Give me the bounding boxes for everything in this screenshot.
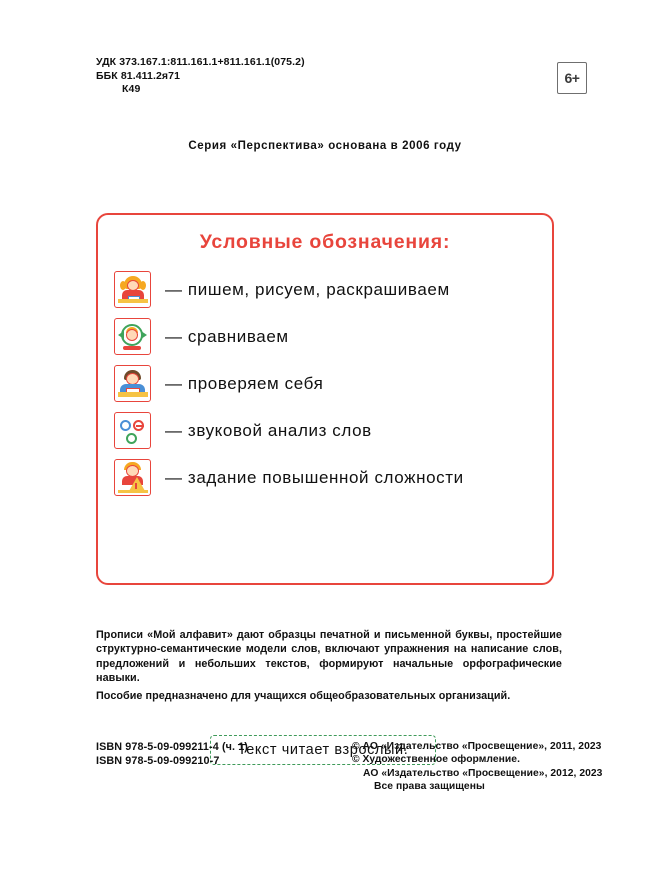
classification-codes [96,56,305,97]
compare-arrows-icon [114,318,151,355]
copyright-line-4: Все права защищены [374,781,485,793]
annotation-text [96,628,562,703]
isbn-part-2: ISBN 978-5-09-099210-7 [96,755,220,767]
legend-item-label: — задание повышенной сложности [165,467,464,487]
age-rating-badge: 6+ [557,62,587,94]
legend-item [114,407,552,454]
copyright-line-3: АО «Издательство «Просвещение», 2012, 2023 [363,767,603,779]
girl-writing-icon [114,271,151,308]
bbk-code: ББК 81.411.2я71 [96,69,181,82]
legend-item-label: — сравниваем [165,326,289,346]
series-line: Серия «Перспектива» основана в 2006 году [188,140,462,152]
annotation-paragraph-1: Прописи «Мой алфавит» дают образцы печатной и письменной буквы, простейшие структурно-семантические модели слов, включают упражнения на написание слов, предложений и небольших текстов, формируют начальные орфографические навыки. [96,629,562,685]
legend-item [114,360,552,407]
legend-item [114,454,552,501]
legend-rows [98,266,552,501]
legend-item-label: — пишем, рисуем, раскрашиваем [165,279,450,299]
annotation-paragraph-2: Пособие предназначено для учащихся общеобразовательных организаций. [96,689,511,702]
legend-item [114,266,552,313]
legend-title: Условные обозначения: [199,231,451,253]
sound-circles-icon [114,412,151,449]
adult-reads-note-label: Текст читает взрослый. [237,742,409,758]
legend-item [114,313,552,360]
isbn-part-1: ISBN 978-5-09-099211-4 (ч. 1) [96,741,249,753]
author-sign-code: К49 [122,83,141,95]
legend-item-label: — звуковой анализ слов [165,420,372,440]
isbn-block [96,740,248,768]
copyright-block [352,740,602,794]
copyright-line-1: © АО «Издательство «Просвещение», 2011, 2023 [352,741,602,752]
difficulty-warning-icon [114,459,151,496]
udk-code: УДК 373.167.1:811.161.1+811.161.1(075.2) [96,56,305,68]
copyright-line-2: © Художественное оформление. [352,754,520,766]
legend-item-label: — проверяем себя [165,373,324,393]
boy-checking-icon [114,365,151,402]
